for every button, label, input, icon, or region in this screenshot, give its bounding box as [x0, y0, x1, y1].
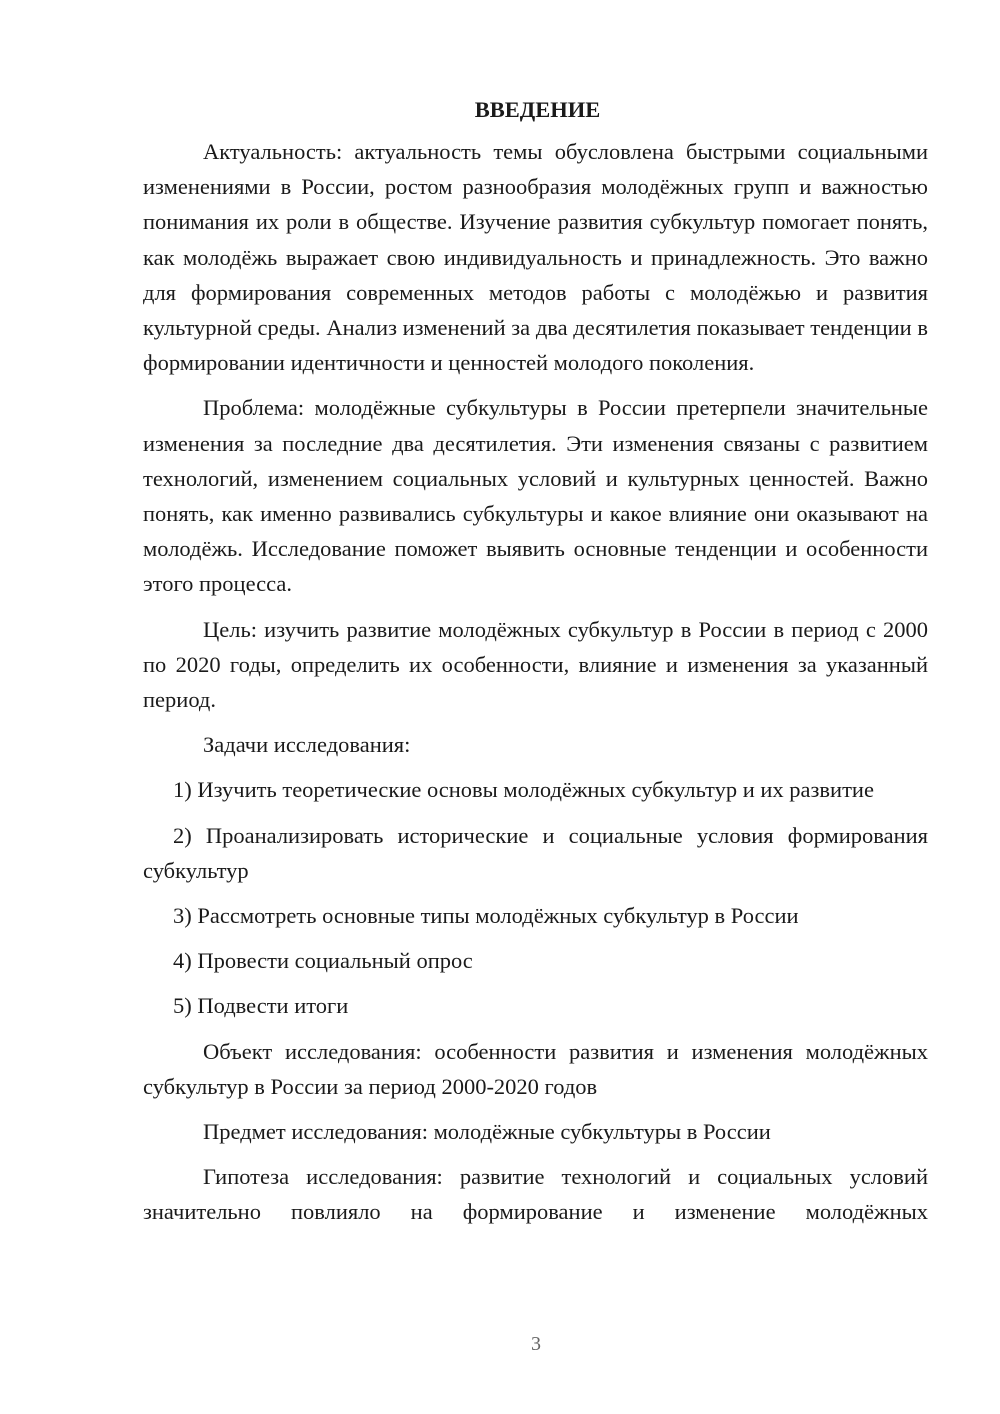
section-title: ВВЕДЕНИЕ: [474, 97, 601, 122]
paragraph-subject: Предмет исследования: молодёжные субкультуры в России: [203, 1119, 771, 1145]
page-number: 3: [531, 1333, 541, 1355]
tasks-list: [143, 772, 928, 1023]
tasks-heading: Задачи исследования:: [203, 732, 411, 758]
list-item-task-4: 4) Провести социальный опрос: [173, 948, 473, 974]
list-item-task-2: 2) Проанализировать исторические и социальные условия формирования субкультур: [143, 822, 928, 883]
paragraph-hypothesis: Гипотеза исследования: развитие технологий и социальных условий значительно повлияло на формирование и изменение молодёжных: [143, 1164, 928, 1225]
document-page: [143, 92, 928, 1240]
list-item-task-5: 5) Подвести итоги: [173, 993, 349, 1019]
list-item-task-1: 1) Изучить теоретические основы молодёжных субкультур и их развитие: [173, 777, 874, 803]
paragraph-goal: Цель: изучить развитие молодёжных субкультур в России в период с 2000 по 2020 годы, определить их особенности, влияние и изменения за указанный период.: [143, 616, 928, 713]
paragraph-problem: Проблема: молодёжные субкультуры в России претерпели значительные изменения за последние два десятилетия. Эти изменения связаны с развитием технологий, изменением социальных условий и культурных ценностей. Важно понять, как именно развивались субкультуры и какое влияние они оказывают на молодёжь. Исследование поможет выявить основные тенденции и особенности этого процесса.: [143, 395, 928, 597]
list-item-task-3: 3) Рассмотреть основные типы молодёжных субкультур в России: [173, 903, 799, 929]
paragraph-relevance: Актуальность: актуальность темы обусловлена быстрыми социальными изменениями в России, ростом разнообразия молодёжных групп и важностью понимания их роли в обществе. Изучение развития субкультур помогает понять, как молодёжь выражает свою индивидуальность и принадлежность. Это важно для формирования современных методов работы с молодёжью и развития культурной среды. Анализ изменений за два десятилетия показывает тенденции в формировании идентичности и ценностей молодого поколения.: [143, 139, 928, 376]
paragraph-object: Объект исследования: особенности развития и изменения молодёжных субкультур в России за период 2000-2020 годов: [143, 1038, 928, 1099]
